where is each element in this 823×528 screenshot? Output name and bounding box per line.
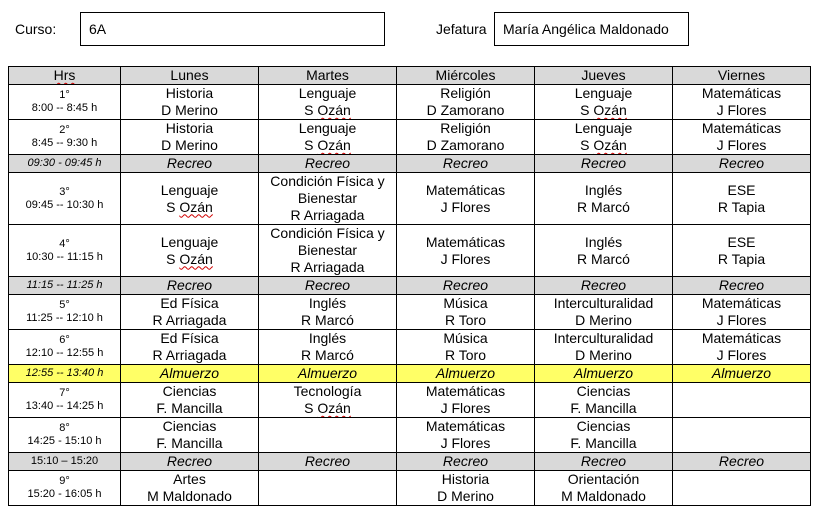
break-row <box>9 453 811 471</box>
recess-cell: Recreo <box>121 453 259 471</box>
subject-name: Inglés <box>308 330 347 346</box>
table-row <box>9 383 811 418</box>
schedule-cell <box>535 383 673 418</box>
lunch-row <box>9 365 811 383</box>
teacher-initial: S Ozán <box>304 102 351 118</box>
schedule-cell <box>259 471 397 506</box>
teacher-initial: S Ozán <box>580 137 627 153</box>
subject-name: Bienestar <box>297 190 358 206</box>
teacher-name: D Merino <box>575 312 632 328</box>
schedule-cell <box>259 330 397 365</box>
teacher-name: R Marcó <box>301 347 354 363</box>
recess-cell: Recreo <box>121 277 259 295</box>
schedule-cell <box>121 330 259 365</box>
teacher-name: R Marcó <box>577 198 630 215</box>
subject-name: Bienestar <box>297 242 358 258</box>
recess-cell: Recreo <box>535 277 673 295</box>
period-time: 15:20 - 16:05 h <box>27 488 102 500</box>
jefatura-label: Jefatura <box>436 21 487 37</box>
schedule-cell <box>121 120 259 155</box>
period-time-cell: 09:30 - 09:45 h <box>9 155 121 173</box>
subject-name: Historia <box>441 471 490 487</box>
schedule-cell <box>673 418 811 453</box>
subject-name: Inglés <box>584 181 623 198</box>
teacher-name <box>535 102 672 119</box>
period-time-cell <box>9 383 121 418</box>
schedule-cell <box>535 330 673 365</box>
teacher-name: J Flores <box>716 102 767 118</box>
schedule-cell <box>535 120 673 155</box>
table-row <box>9 120 811 155</box>
schedule-cell <box>397 120 535 155</box>
spellcheck-marked-word: Ozán <box>317 102 351 118</box>
period-number: 8° <box>59 422 70 434</box>
period-time-cell <box>9 471 121 506</box>
subject-name: Lenguaje <box>160 181 219 198</box>
lunch-cell: Almuerzo <box>397 365 535 383</box>
teacher-name <box>259 137 396 154</box>
curso-label: Curso: <box>15 21 57 37</box>
subject-name: Religión <box>440 85 491 101</box>
subject-name: Matemáticas <box>425 383 506 399</box>
lunch-cell: Almuerzo <box>673 365 811 383</box>
schedule-cell <box>535 173 673 225</box>
teacher-name: R Arriagada <box>152 312 227 328</box>
subject-name: ESE <box>727 181 756 198</box>
table-row <box>9 225 811 277</box>
schedule-cell <box>121 85 259 120</box>
subject-name: Condición Física y <box>270 173 385 189</box>
teacher-name: R Arriagada <box>290 207 365 223</box>
schedule-table <box>8 66 811 506</box>
period-time: 09:45 -- 10:30 h <box>25 198 104 211</box>
period-time-cell <box>9 173 121 225</box>
schedule-cell <box>673 173 811 225</box>
subject-name: Matemáticas <box>425 233 506 250</box>
break-row <box>9 155 811 173</box>
subject-name: Ciencias <box>162 418 217 434</box>
period-number: 1° <box>59 89 70 101</box>
period-time-cell: 12:55 -- 13:40 h <box>9 365 121 383</box>
schedule-cell <box>397 85 535 120</box>
teacher-name: D Merino <box>161 102 218 118</box>
recess-cell: Recreo <box>673 277 811 295</box>
jefatura-field[interactable]: María Angélica Maldonado <box>494 12 689 46</box>
schedule-cell <box>121 383 259 418</box>
period-time-cell <box>9 418 121 453</box>
teacher-name: D Zamorano <box>426 137 505 153</box>
subject-name: Inglés <box>308 295 347 311</box>
schedule-cell <box>259 173 397 225</box>
teacher-name: R Marcó <box>301 312 354 328</box>
subject-name: Ed Física <box>160 295 219 311</box>
period-time-cell <box>9 330 121 365</box>
table-row <box>9 330 811 365</box>
schedule-cell <box>535 471 673 506</box>
subject-name: Inglés <box>584 233 623 250</box>
break-row <box>9 277 811 295</box>
col-header-hrs: Hrs <box>9 67 121 85</box>
schedule-cell <box>673 471 811 506</box>
teacher-name: D Merino <box>575 347 632 363</box>
schedule-cell <box>535 418 673 453</box>
subject-name: Lenguaje <box>298 85 357 101</box>
subject-name: Lenguaje <box>574 85 633 101</box>
subject-name: Lenguaje <box>298 120 357 136</box>
spellcheck-marked-word: Ozán <box>179 198 213 215</box>
teacher-name: M Maldonado <box>561 488 646 504</box>
subject-name: Historia <box>165 120 214 136</box>
subject-name: Matemáticas <box>425 418 506 434</box>
schedule-cell <box>673 120 811 155</box>
teacher-name: R Toro <box>445 347 486 363</box>
period-number: 7° <box>59 387 70 399</box>
schedule-cell <box>121 225 259 277</box>
period-time: 14:25 - 15:10 h <box>27 435 102 447</box>
schedule-cell <box>259 418 397 453</box>
subject-name: Historia <box>165 85 214 101</box>
schedule-cell <box>535 85 673 120</box>
subject-name: Ciencias <box>576 383 631 399</box>
recess-cell: Recreo <box>121 155 259 173</box>
teacher-name: F. Mancilla <box>156 435 223 451</box>
subject-name: Música <box>443 295 488 311</box>
period-time-cell <box>9 120 121 155</box>
schedule-cell <box>121 471 259 506</box>
schedule-cell <box>673 295 811 330</box>
teacher-initial: S Ozán <box>166 250 213 267</box>
schedule-cell <box>673 330 811 365</box>
teacher-name: J Flores <box>440 435 491 451</box>
schedule-cell <box>121 173 259 225</box>
table-row <box>9 85 811 120</box>
subject-name: Matemáticas <box>701 85 782 101</box>
recess-cell: Recreo <box>397 453 535 471</box>
recess-cell: Recreo <box>673 155 811 173</box>
period-time: 8:45 -- 9:30 h <box>31 137 98 149</box>
teacher-initial: S Ozán <box>304 137 351 153</box>
subject-name: Matemáticas <box>425 181 506 198</box>
col-header-miercoles: Miércoles <box>397 67 535 85</box>
spellcheck-marked-word: Ozán <box>593 102 627 118</box>
schedule-cell <box>673 383 811 418</box>
table-row <box>9 471 811 506</box>
subject-name: Interculturalidad <box>553 330 654 346</box>
teacher-name: J Flores <box>716 137 767 153</box>
recess-cell: Recreo <box>259 155 397 173</box>
schedule-cell <box>259 383 397 418</box>
recess-cell: Recreo <box>535 453 673 471</box>
teacher-name: J Flores <box>440 250 491 267</box>
period-time-cell: 11:15 -- 11:25 h <box>9 277 121 295</box>
teacher-name: F. Mancilla <box>570 400 637 416</box>
lunch-cell: Almuerzo <box>259 365 397 383</box>
recess-cell: Recreo <box>397 155 535 173</box>
teacher-name: R Arriagada <box>152 347 227 363</box>
period-time: 11:25 -- 12:10 h <box>26 312 103 324</box>
subject-name: Matemáticas <box>701 295 782 311</box>
recess-cell: Recreo <box>535 155 673 173</box>
spellcheck-marked-word: Ozán <box>179 250 213 267</box>
subject-name: Ed Física <box>160 330 219 346</box>
teacher-name: J Flores <box>716 312 767 328</box>
teacher-name: D Merino <box>161 137 218 153</box>
schedule-cell <box>397 330 535 365</box>
schedule-cell <box>121 418 259 453</box>
schedule-cell <box>259 120 397 155</box>
subject-name: Ciencias <box>162 383 217 399</box>
spellcheck-marked-word: Ozán <box>317 400 351 416</box>
teacher-name: R Toro <box>445 312 486 328</box>
subject-name: Matemáticas <box>701 120 782 136</box>
teacher-name: R Arriagada <box>290 259 365 275</box>
recess-cell: Recreo <box>673 453 811 471</box>
schedule-cell <box>121 295 259 330</box>
header-row <box>9 67 811 85</box>
schedule-cell <box>259 85 397 120</box>
period-time: 10:30 -- 11:15 h <box>26 250 103 263</box>
schedule-cell <box>535 225 673 277</box>
period-number: 9° <box>59 475 70 487</box>
subject-name: Condición Física y <box>270 225 385 241</box>
period-time-cell <box>9 85 121 120</box>
lunch-cell: Almuerzo <box>121 365 259 383</box>
teacher-initial: S Ozán <box>580 102 627 118</box>
subject-name: Ciencias <box>576 418 631 434</box>
teacher-name: D Zamorano <box>426 102 505 118</box>
teacher-name <box>535 137 672 154</box>
table-row <box>9 173 811 225</box>
spellcheck-marked-word: Ozán <box>593 137 627 153</box>
recess-cell: Recreo <box>397 277 535 295</box>
teacher-name: R Marcó <box>577 250 630 267</box>
teacher-initial: S Ozán <box>166 198 213 215</box>
schedule-cell <box>397 225 535 277</box>
subject-name: Lenguaje <box>160 233 219 250</box>
schedule-cell <box>397 418 535 453</box>
teacher-name: M Maldonado <box>147 488 232 504</box>
teacher-name: R Tapia <box>717 250 766 267</box>
spellcheck-marked-word: Ozán <box>317 137 351 153</box>
period-number: 2° <box>59 124 70 136</box>
table-row <box>9 418 811 453</box>
recess-cell: Recreo <box>259 453 397 471</box>
lunch-cell: Almuerzo <box>535 365 673 383</box>
teacher-name <box>259 400 396 417</box>
schedule-cell <box>259 225 397 277</box>
subject-name: Religión <box>440 120 491 136</box>
period-number: 6° <box>59 334 70 346</box>
recess-cell: Recreo <box>259 277 397 295</box>
period-time-cell: 15:10 – 15:20 <box>9 453 121 471</box>
col-header-lunes: Lunes <box>121 67 259 85</box>
teacher-name <box>121 251 258 268</box>
period-time-cell <box>9 295 121 330</box>
schedule-cell <box>259 295 397 330</box>
subject-name: ESE <box>727 233 756 250</box>
teacher-name: F. Mancilla <box>156 400 223 416</box>
period-number: 4° <box>59 237 70 250</box>
schedule-cell <box>397 173 535 225</box>
subject-name: Música <box>443 330 488 346</box>
teacher-initial: S Ozán <box>304 400 351 416</box>
teacher-name: D Merino <box>437 488 494 504</box>
period-number: 5° <box>59 299 70 311</box>
subject-name: Artes <box>173 471 206 487</box>
schedule-cell <box>397 295 535 330</box>
period-time: 12:10 -- 12:55 h <box>25 347 104 359</box>
period-time-cell <box>9 225 121 277</box>
table-row <box>9 295 811 330</box>
subject-name: Lenguaje <box>574 120 633 136</box>
teacher-name: J Flores <box>440 400 491 416</box>
period-number: 3° <box>59 185 70 198</box>
subject-name: Tecnología <box>293 383 362 399</box>
col-header-jueves: Jueves <box>535 67 673 85</box>
schedule-cell <box>673 225 811 277</box>
teacher-name: J Flores <box>440 198 491 215</box>
schedule-cell <box>397 471 535 506</box>
teacher-name <box>259 102 396 119</box>
subject-name: Matemáticas <box>701 330 782 346</box>
teacher-name: R Tapia <box>717 198 766 215</box>
period-time: 13:40 -- 14:25 h <box>25 400 104 412</box>
col-header-martes: Martes <box>259 67 397 85</box>
schedule-cell <box>397 383 535 418</box>
schedule-cell <box>535 295 673 330</box>
teacher-name <box>121 199 258 216</box>
schedule-cell <box>673 85 811 120</box>
subject-name: Orientación <box>567 471 640 487</box>
period-time: 8:00 -- 8:45 h <box>31 102 98 114</box>
col-header-viernes: Viernes <box>673 67 811 85</box>
teacher-name: J Flores <box>716 347 767 363</box>
curso-field[interactable]: 6A <box>80 12 385 46</box>
teacher-name: F. Mancilla <box>570 435 637 451</box>
subject-name: Interculturalidad <box>553 295 654 311</box>
